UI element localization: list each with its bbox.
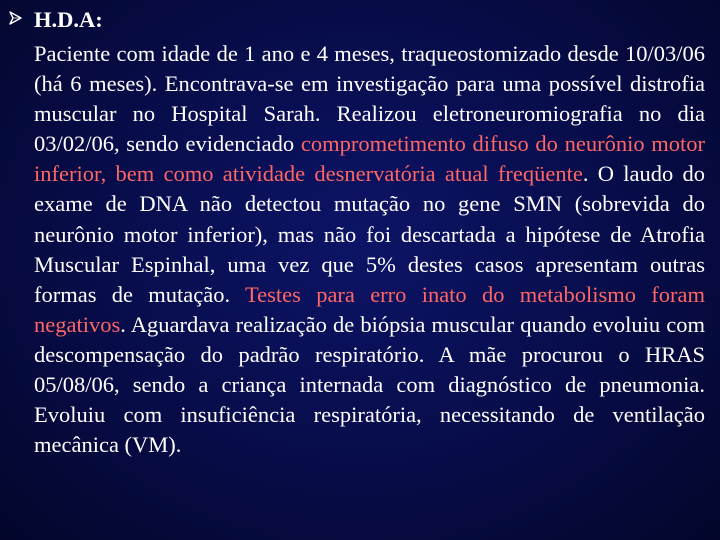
- highlighted-text-metabolism-tests: Testes para erro inato do metabolismo foram negativos: [34, 281, 705, 337]
- section-heading: H.D.A:: [34, 7, 103, 32]
- arrowhead-bullet-icon: [8, 11, 22, 25]
- case-history-paragraph: [34, 39, 705, 460]
- paragraph-text-1: Paciente com idade de 1 ano e 4 meses, traqueostomizado desde 10/03/06 (há 6 meses). Encontrava-se em investigação para uma possível distrofia muscular no Hospital Sarah. Realizou eletroneuromiografia no dia 03/02/06, sendo evidenciado: [34, 41, 705, 157]
- paragraph-text-2: . O laudo do exame de DNA não detectou mutação no gene SMN (sobrevida do neurônio motor inferior), mas não foi descartada a hipótese de Atrofia Muscular Espinhal, uma vez que 5% destes casos apresentam outras formas de mutação.: [34, 161, 705, 307]
- highlighted-text-emg-findings: comprometimento difuso do neurônio motor inferior, bem como atividade desnervatória atual freqüente: [34, 131, 706, 187]
- paragraph-text-3: . Aguardava realização de biópsia muscular quando evoluiu com descompensação do padrão respiratório. A mãe procurou o HRAS 05/08/06, sendo a criança internada com diagnóstico de pneumonia. Evoluiu com insuficiência respiratória, necessitando de ventilação mecânica (VM).: [34, 311, 705, 458]
